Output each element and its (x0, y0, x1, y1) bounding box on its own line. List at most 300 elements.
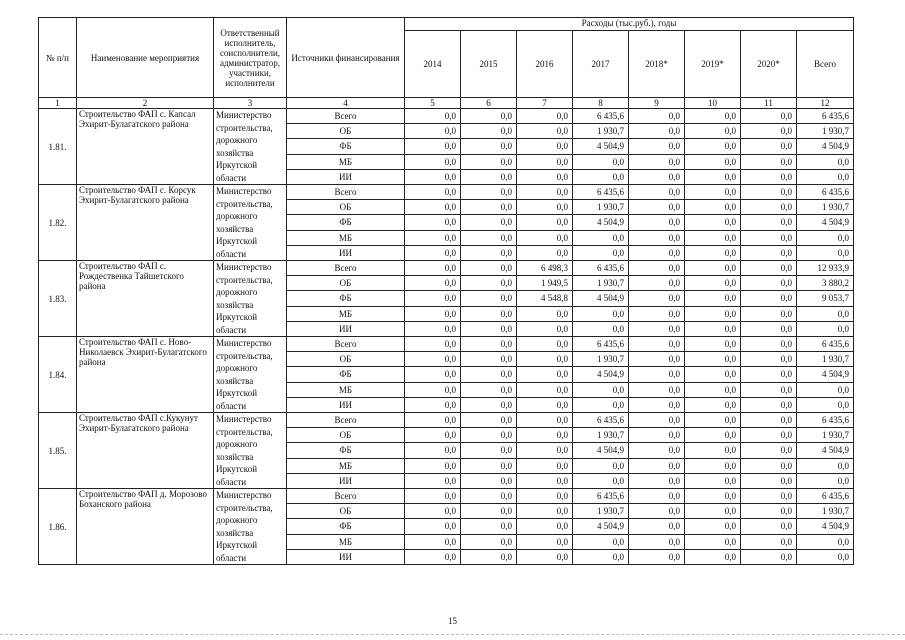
value-cell: 0,0 (517, 154, 573, 169)
value-cell: 0,0 (517, 200, 573, 215)
value-cell: 0,0 (685, 109, 741, 124)
value-cell: 0,0 (461, 443, 517, 458)
value-cell: 0,0 (629, 397, 685, 412)
value-cell: 0,0 (685, 458, 741, 473)
value-cell: 0,0 (461, 458, 517, 473)
value-cell: 0,0 (741, 549, 797, 564)
value-cell: 0,0 (461, 230, 517, 245)
value-cell: 0,0 (629, 154, 685, 169)
value-cell: 1 930,7 (573, 124, 629, 139)
source-cell: ИИ (287, 549, 405, 564)
value-cell: 0,0 (741, 139, 797, 154)
value-cell: 4 504,9 (573, 139, 629, 154)
value-cell: 0,0 (797, 473, 854, 488)
value-cell: 0,0 (405, 534, 461, 549)
item-executor (214, 185, 287, 261)
column-number-5: 6 (461, 98, 517, 109)
value-cell: 0,0 (741, 230, 797, 245)
value-cell: 0,0 (405, 185, 461, 200)
value-cell: 0,0 (797, 397, 854, 412)
value-cell: 0,0 (629, 139, 685, 154)
value-cell: 0,0 (405, 519, 461, 534)
executor-line: строительства, (216, 350, 273, 361)
source-cell: МБ (287, 534, 405, 549)
value-cell: 0,0 (405, 397, 461, 412)
header-year-3: 2017 (573, 31, 629, 98)
executor-line: хозяйства (216, 527, 254, 538)
value-cell: 4 504,9 (573, 215, 629, 230)
value-cell: 0,0 (629, 413, 685, 428)
value-cell: 0,0 (405, 154, 461, 169)
value-cell: 0,0 (517, 458, 573, 473)
value-cell: 0,0 (685, 215, 741, 230)
value-cell: 0,0 (629, 245, 685, 260)
executor-line: Иркутской (216, 464, 258, 474)
source-cell: ФБ (287, 139, 405, 154)
value-cell: 0,0 (741, 382, 797, 397)
executor-line: хозяйства (216, 375, 254, 386)
value-cell: 0,0 (405, 549, 461, 564)
value-cell: 0,0 (741, 504, 797, 519)
executor-line: Министерство (216, 414, 272, 424)
value-cell: 0,0 (629, 428, 685, 443)
value-cell: 1 930,7 (797, 352, 854, 367)
value-cell: 0,0 (797, 169, 854, 184)
table-row (39, 109, 854, 124)
source-cell: Всего (287, 489, 405, 504)
value-cell: 0,0 (741, 443, 797, 458)
value-cell: 0,0 (741, 489, 797, 504)
value-cell: 0,0 (685, 124, 741, 139)
executor-line: Министерство (216, 186, 272, 196)
source-cell: ИИ (287, 169, 405, 184)
value-cell: 0,0 (629, 549, 685, 564)
source-cell: Всего (287, 261, 405, 276)
value-cell: 0,0 (629, 473, 685, 488)
value-cell: 0,0 (741, 367, 797, 382)
value-cell: 0,0 (741, 185, 797, 200)
value-cell: 0,0 (629, 124, 685, 139)
value-cell: 0,0 (629, 458, 685, 473)
value-cell: 6 435,6 (573, 413, 629, 428)
value-cell: 0,0 (517, 549, 573, 564)
value-cell: 0,0 (629, 519, 685, 534)
value-cell: 0,0 (461, 382, 517, 397)
value-cell: 0,0 (573, 473, 629, 488)
source-cell: ФБ (287, 367, 405, 382)
value-cell: 0,0 (405, 169, 461, 184)
executor-line: Иркутской (216, 540, 258, 550)
item-number: 1.85. (39, 413, 77, 489)
header-year-0: 2014 (405, 31, 461, 98)
value-cell: 0,0 (629, 109, 685, 124)
value-cell: 0,0 (461, 154, 517, 169)
column-number-3: 4 (287, 98, 405, 109)
value-cell: 0,0 (629, 504, 685, 519)
value-cell: 0,0 (461, 534, 517, 549)
source-cell: Всего (287, 337, 405, 352)
value-cell: 1 930,7 (573, 352, 629, 367)
value-cell: 4 504,9 (797, 443, 854, 458)
value-cell: 12 933,9 (797, 261, 854, 276)
value-cell: 0,0 (685, 367, 741, 382)
value-cell: 0,0 (685, 230, 741, 245)
value-cell: 0,0 (629, 489, 685, 504)
item-number: 1.81. (39, 109, 77, 185)
page-number: 15 (448, 616, 457, 626)
source-cell: ОБ (287, 504, 405, 519)
source-cell: ИИ (287, 321, 405, 336)
value-cell: 0,0 (685, 519, 741, 534)
source-cell: Всего (287, 185, 405, 200)
value-cell: 0,0 (685, 261, 741, 276)
value-cell: 1 930,7 (797, 504, 854, 519)
source-cell: ОБ (287, 352, 405, 367)
header-row-top (39, 18, 854, 31)
source-cell: Всего (287, 109, 405, 124)
value-cell: 0,0 (797, 458, 854, 473)
value-cell: 0,0 (461, 306, 517, 321)
header-year-1: 2015 (461, 31, 517, 98)
executor-line: строительства, (216, 122, 273, 133)
value-cell: 0,0 (573, 169, 629, 184)
item-name: Строительство ФАП с. Рождественка Тайшетского района (77, 261, 214, 337)
value-cell: 0,0 (461, 397, 517, 412)
value-cell: 0,0 (741, 321, 797, 336)
value-cell: 0,0 (461, 321, 517, 336)
value-cell: 0,0 (629, 261, 685, 276)
value-cell: 0,0 (741, 306, 797, 321)
value-cell: 1 930,7 (797, 124, 854, 139)
value-cell: 0,0 (573, 397, 629, 412)
value-cell: 0,0 (741, 473, 797, 488)
value-cell: 0,0 (797, 382, 854, 397)
header-year-5: 2019* (685, 31, 741, 98)
value-cell: 0,0 (741, 124, 797, 139)
value-cell: 4 504,9 (573, 443, 629, 458)
value-cell: 0,0 (685, 428, 741, 443)
value-cell: 0,0 (797, 549, 854, 564)
value-cell: 4 504,9 (797, 367, 854, 382)
item-executor (214, 337, 287, 413)
executor-line: области (216, 172, 247, 183)
value-cell: 0,0 (517, 124, 573, 139)
value-cell: 0,0 (517, 397, 573, 412)
value-cell: 0,0 (405, 443, 461, 458)
value-cell: 0,0 (461, 473, 517, 488)
value-cell: 0,0 (685, 534, 741, 549)
column-number-7: 8 (573, 98, 629, 109)
executor-line: строительства, (216, 502, 273, 513)
item-executor (214, 489, 287, 565)
column-number-10: 11 (741, 98, 797, 109)
value-cell: 0,0 (517, 489, 573, 504)
value-cell: 0,0 (685, 245, 741, 260)
header-year-4: 2018* (629, 31, 685, 98)
executor-line: Иркутской (216, 236, 258, 246)
value-cell: 0,0 (797, 230, 854, 245)
table-row (39, 185, 854, 200)
value-cell: 0,0 (685, 321, 741, 336)
executor-line: дорожного (216, 515, 258, 525)
value-cell: 0,0 (629, 352, 685, 367)
value-cell: 0,0 (405, 291, 461, 306)
value-cell: 0,0 (405, 382, 461, 397)
value-cell: 0,0 (797, 321, 854, 336)
value-cell: 0,0 (405, 215, 461, 230)
executor-line: дорожного (216, 363, 258, 373)
source-cell: ОБ (287, 276, 405, 291)
value-cell: 0,0 (405, 306, 461, 321)
executor-line: области (216, 552, 247, 563)
executor-line: Министерство (216, 110, 272, 120)
value-cell: 0,0 (517, 504, 573, 519)
item-number: 1.86. (39, 489, 77, 565)
source-cell: ОБ (287, 124, 405, 139)
value-cell: 0,0 (685, 154, 741, 169)
value-cell: 0,0 (685, 169, 741, 184)
value-cell: 0,0 (685, 413, 741, 428)
column-number-8: 9 (629, 98, 685, 109)
item-name: Строительство ФАП с. Корсук Эхирит-Булагатского района (77, 185, 214, 261)
value-cell: 0,0 (629, 337, 685, 352)
value-cell: 0,0 (517, 367, 573, 382)
value-cell: 0,0 (629, 230, 685, 245)
value-cell: 0,0 (517, 230, 573, 245)
value-cell: 0,0 (685, 352, 741, 367)
value-cell: 0,0 (461, 428, 517, 443)
value-cell: 0,0 (685, 397, 741, 412)
source-cell: МБ (287, 230, 405, 245)
value-cell: 0,0 (405, 139, 461, 154)
value-cell: 6 435,6 (573, 185, 629, 200)
source-cell: ИИ (287, 397, 405, 412)
header-year-7: Всего (797, 31, 854, 98)
value-cell: 0,0 (741, 109, 797, 124)
header-expenses: Расходы (тыс.руб.), годы (405, 18, 854, 31)
item-executor (214, 413, 287, 489)
value-cell: 6 435,6 (573, 261, 629, 276)
header-year-2: 2016 (517, 31, 573, 98)
executor-line: области (216, 324, 247, 335)
value-cell: 0,0 (405, 230, 461, 245)
value-cell: 0,0 (461, 337, 517, 352)
value-cell: 0,0 (517, 382, 573, 397)
item-executor (214, 261, 287, 337)
value-cell: 0,0 (685, 473, 741, 488)
value-cell: 0,0 (405, 413, 461, 428)
value-cell: 0,0 (685, 306, 741, 321)
value-cell: 0,0 (461, 291, 517, 306)
value-cell: 0,0 (405, 109, 461, 124)
value-cell: 6 435,6 (797, 489, 854, 504)
value-cell: 4 504,9 (797, 139, 854, 154)
value-cell: 0,0 (741, 169, 797, 184)
value-cell: 0,0 (573, 382, 629, 397)
source-cell: ФБ (287, 291, 405, 306)
executor-line: строительства, (216, 198, 273, 209)
item-name: Строительство ФАП с.Кукунут Эхирит-Булагатского района (77, 413, 214, 489)
value-cell: 0,0 (461, 185, 517, 200)
table-row (39, 489, 854, 504)
column-number-1: 2 (77, 98, 214, 109)
value-cell: 0,0 (517, 337, 573, 352)
value-cell: 0,0 (797, 154, 854, 169)
budget-table-sheet (38, 17, 850, 565)
value-cell: 0,0 (629, 367, 685, 382)
value-cell: 0,0 (629, 534, 685, 549)
value-cell: 0,0 (517, 534, 573, 549)
item-number: 1.82. (39, 185, 77, 261)
value-cell: 0,0 (629, 291, 685, 306)
source-cell: МБ (287, 154, 405, 169)
value-cell: 0,0 (685, 291, 741, 306)
value-cell: 0,0 (517, 109, 573, 124)
value-cell: 0,0 (517, 215, 573, 230)
value-cell: 0,0 (517, 352, 573, 367)
value-cell: 0,0 (461, 519, 517, 534)
value-cell: 1 930,7 (573, 504, 629, 519)
value-cell: 4 504,9 (797, 519, 854, 534)
value-cell: 0,0 (573, 534, 629, 549)
value-cell: 0,0 (685, 443, 741, 458)
value-cell: 0,0 (741, 428, 797, 443)
source-cell: ОБ (287, 428, 405, 443)
value-cell: 0,0 (517, 139, 573, 154)
executor-line: Иркутской (216, 388, 258, 398)
executor-line: Министерство (216, 490, 272, 500)
value-cell: 0,0 (517, 185, 573, 200)
value-cell: 0,0 (405, 261, 461, 276)
executor-line: дорожного (216, 287, 258, 297)
value-cell: 0,0 (461, 124, 517, 139)
value-cell: 0,0 (629, 169, 685, 184)
value-cell: 6 435,6 (797, 109, 854, 124)
value-cell: 1 949,5 (517, 276, 573, 291)
value-cell: 0,0 (573, 306, 629, 321)
executor-line: хозяйства (216, 147, 254, 158)
value-cell: 0,0 (629, 443, 685, 458)
executor-line: дорожного (216, 439, 258, 449)
scan-edge-line (0, 634, 905, 636)
value-cell: 0,0 (741, 200, 797, 215)
executor-line: дорожного (216, 135, 258, 145)
executor-line: Министерство (216, 338, 272, 348)
source-cell: ИИ (287, 473, 405, 488)
value-cell: 1 930,7 (573, 276, 629, 291)
value-cell: 6 435,6 (797, 413, 854, 428)
value-cell: 0,0 (573, 154, 629, 169)
value-cell: 0,0 (741, 413, 797, 428)
value-cell: 0,0 (741, 154, 797, 169)
value-cell: 1 930,7 (797, 200, 854, 215)
value-cell: 1 930,7 (573, 428, 629, 443)
value-cell: 0,0 (629, 185, 685, 200)
value-cell: 0,0 (461, 413, 517, 428)
value-cell: 0,0 (685, 489, 741, 504)
executor-line: дорожного (216, 211, 258, 221)
executor-line: хозяйства (216, 299, 254, 310)
value-cell: 0,0 (461, 352, 517, 367)
source-cell: Всего (287, 413, 405, 428)
executor-line: строительства, (216, 274, 273, 285)
item-number: 1.83. (39, 261, 77, 337)
executor-line: области (216, 400, 247, 411)
item-number: 1.84. (39, 337, 77, 413)
header-name: Наименование мероприятия (77, 18, 214, 98)
executor-line: строительства, (216, 426, 273, 437)
value-cell: 0,0 (405, 124, 461, 139)
source-cell: ФБ (287, 443, 405, 458)
value-cell: 0,0 (405, 245, 461, 260)
value-cell: 0,0 (517, 321, 573, 336)
value-cell: 0,0 (517, 428, 573, 443)
value-cell: 0,0 (741, 352, 797, 367)
item-name: Строительство ФАП с. Капсал Эхирит-Булагатского района (77, 109, 214, 185)
value-cell: 0,0 (797, 306, 854, 321)
value-cell: 0,0 (573, 549, 629, 564)
value-cell: 0,0 (629, 276, 685, 291)
table-row (39, 337, 854, 352)
value-cell: 0,0 (741, 519, 797, 534)
value-cell: 0,0 (629, 200, 685, 215)
source-cell: ОБ (287, 200, 405, 215)
value-cell: 0,0 (405, 504, 461, 519)
value-cell: 0,0 (517, 519, 573, 534)
value-cell: 0,0 (517, 306, 573, 321)
value-cell: 1 930,7 (573, 200, 629, 215)
value-cell: 0,0 (741, 245, 797, 260)
source-cell: МБ (287, 306, 405, 321)
header-num: № п/п (39, 18, 77, 98)
value-cell: 0,0 (517, 473, 573, 488)
value-cell: 0,0 (685, 337, 741, 352)
value-cell: 4 504,9 (573, 519, 629, 534)
value-cell: 6 435,6 (797, 185, 854, 200)
header-source: Источники финансирования (287, 18, 405, 98)
value-cell: 0,0 (461, 215, 517, 230)
executor-line: хозяйства (216, 223, 254, 234)
value-cell: 0,0 (405, 321, 461, 336)
value-cell: 0,0 (573, 245, 629, 260)
value-cell: 0,0 (517, 245, 573, 260)
value-cell: 0,0 (461, 367, 517, 382)
value-cell: 0,0 (461, 169, 517, 184)
value-cell: 0,0 (629, 382, 685, 397)
value-cell: 0,0 (405, 473, 461, 488)
value-cell: 4 504,9 (573, 291, 629, 306)
value-cell: 0,0 (685, 185, 741, 200)
value-cell: 0,0 (685, 139, 741, 154)
value-cell: 0,0 (461, 200, 517, 215)
table-row (39, 413, 854, 428)
column-number-row (39, 98, 854, 109)
column-number-4: 5 (405, 98, 461, 109)
value-cell: 0,0 (573, 321, 629, 336)
value-cell: 4 504,9 (573, 367, 629, 382)
source-cell: ФБ (287, 519, 405, 534)
value-cell: 0,0 (405, 352, 461, 367)
value-cell: 0,0 (517, 443, 573, 458)
table-row (39, 261, 854, 276)
value-cell: 0,0 (741, 534, 797, 549)
value-cell: 6 435,6 (797, 337, 854, 352)
column-number-6: 7 (517, 98, 573, 109)
value-cell: 0,0 (517, 169, 573, 184)
value-cell: 0,0 (405, 428, 461, 443)
value-cell: 0,0 (461, 139, 517, 154)
value-cell: 0,0 (573, 458, 629, 473)
